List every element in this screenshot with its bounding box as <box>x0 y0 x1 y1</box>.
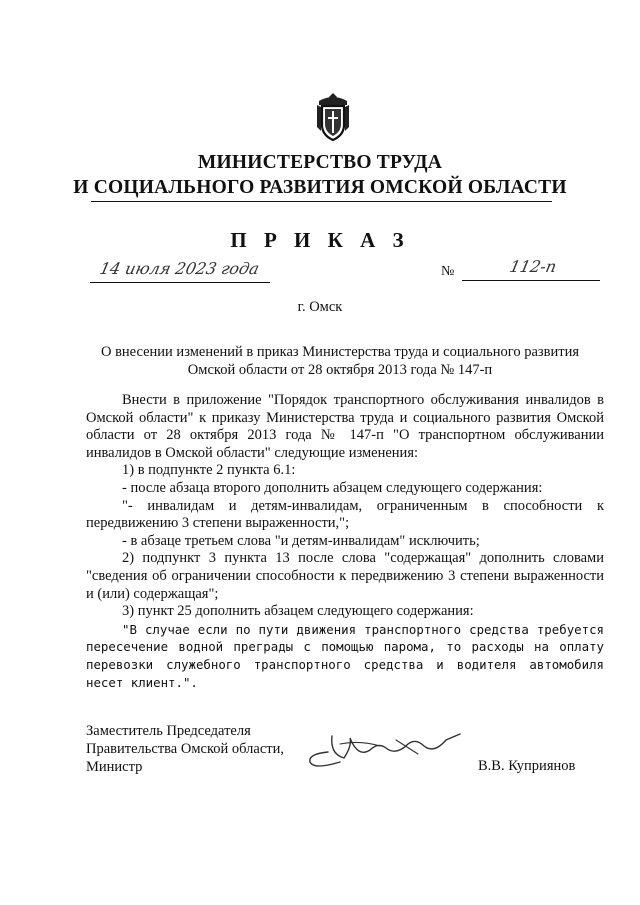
order-body <box>86 392 604 691</box>
date-underline <box>90 282 270 283</box>
coat-of-arms-emblem <box>313 91 353 143</box>
handwritten-signature <box>300 724 470 774</box>
amendment-item-1a: - после абзаца второго дополнить абзацем следующего содержания: <box>122 479 543 496</box>
amendment-item-2: 2) подпункт 3 пункта 13 после слова "содержащая" дополнить словами "сведения об ограничении способности к передвижению 3 степени выраженности и (или) содержащая"; <box>86 550 604 602</box>
amendment-item-1b: - в абзаце третьем слова "и детям-инвалидам" исключить; <box>122 532 480 549</box>
order-number-label: № <box>441 264 455 279</box>
order-number: 112-п <box>507 257 559 276</box>
ministry-name-line1: МИНИСТЕРСТВО ТРУДА <box>197 152 443 173</box>
signatory-name: В.В. Куприянов <box>478 758 576 774</box>
order-date: 14 июля 2023 года <box>97 259 261 278</box>
city-of-issue: г. Омск <box>297 299 343 315</box>
order-subject-line1: О внесении изменений в приказ Министерства труда и социального развития <box>100 344 580 360</box>
signatory-title-line2: Правительства Омской области, <box>86 741 284 757</box>
intro-paragraph: Внести в приложение "Порядок транспортного обслуживания инвалидов в Омской области" к приказу Министерства труда и социального развития Омской области от 28 октября 2013 года № 147-п "О транспортном обслуживании инвалидов в Омской области" следующие изменения: <box>86 392 604 461</box>
signatory-title <box>86 722 284 776</box>
number-underline <box>462 280 600 281</box>
signatory-title-line1: Заместитель Председателя <box>86 723 251 739</box>
amendment-item-3-text: "В случае если по пути движения транспортного средства требуется пересечение водной преграды с помощью парома, то расходы на оплату перевозки служебного транспортного средства и водителя автомобиля несет клиент.". <box>86 621 604 690</box>
ministry-name-line2: И СОЦИАЛЬНОГО РАЗВИТИЯ ОМСКОЙ ОБЛАСТИ <box>73 177 567 198</box>
signatory-title-line3: Министр <box>86 759 143 775</box>
amendment-item-3: 3) пункт 25 дополнить абзацем следующего содержания: <box>122 603 474 620</box>
order-subject-line2: Омской области от 28 октября 2013 года № 147-п <box>187 362 493 378</box>
amendment-item-1a-text: "- инвалидам и детям-инвалидам, ограниченным в способности к передвижению 3 степени выраженности,"; <box>86 497 604 532</box>
header-rule <box>91 201 552 202</box>
document-type-title: П Р И К А З <box>230 228 410 252</box>
amendment-item-1: 1) в подпункте 2 пункта 6.1: <box>122 462 296 479</box>
